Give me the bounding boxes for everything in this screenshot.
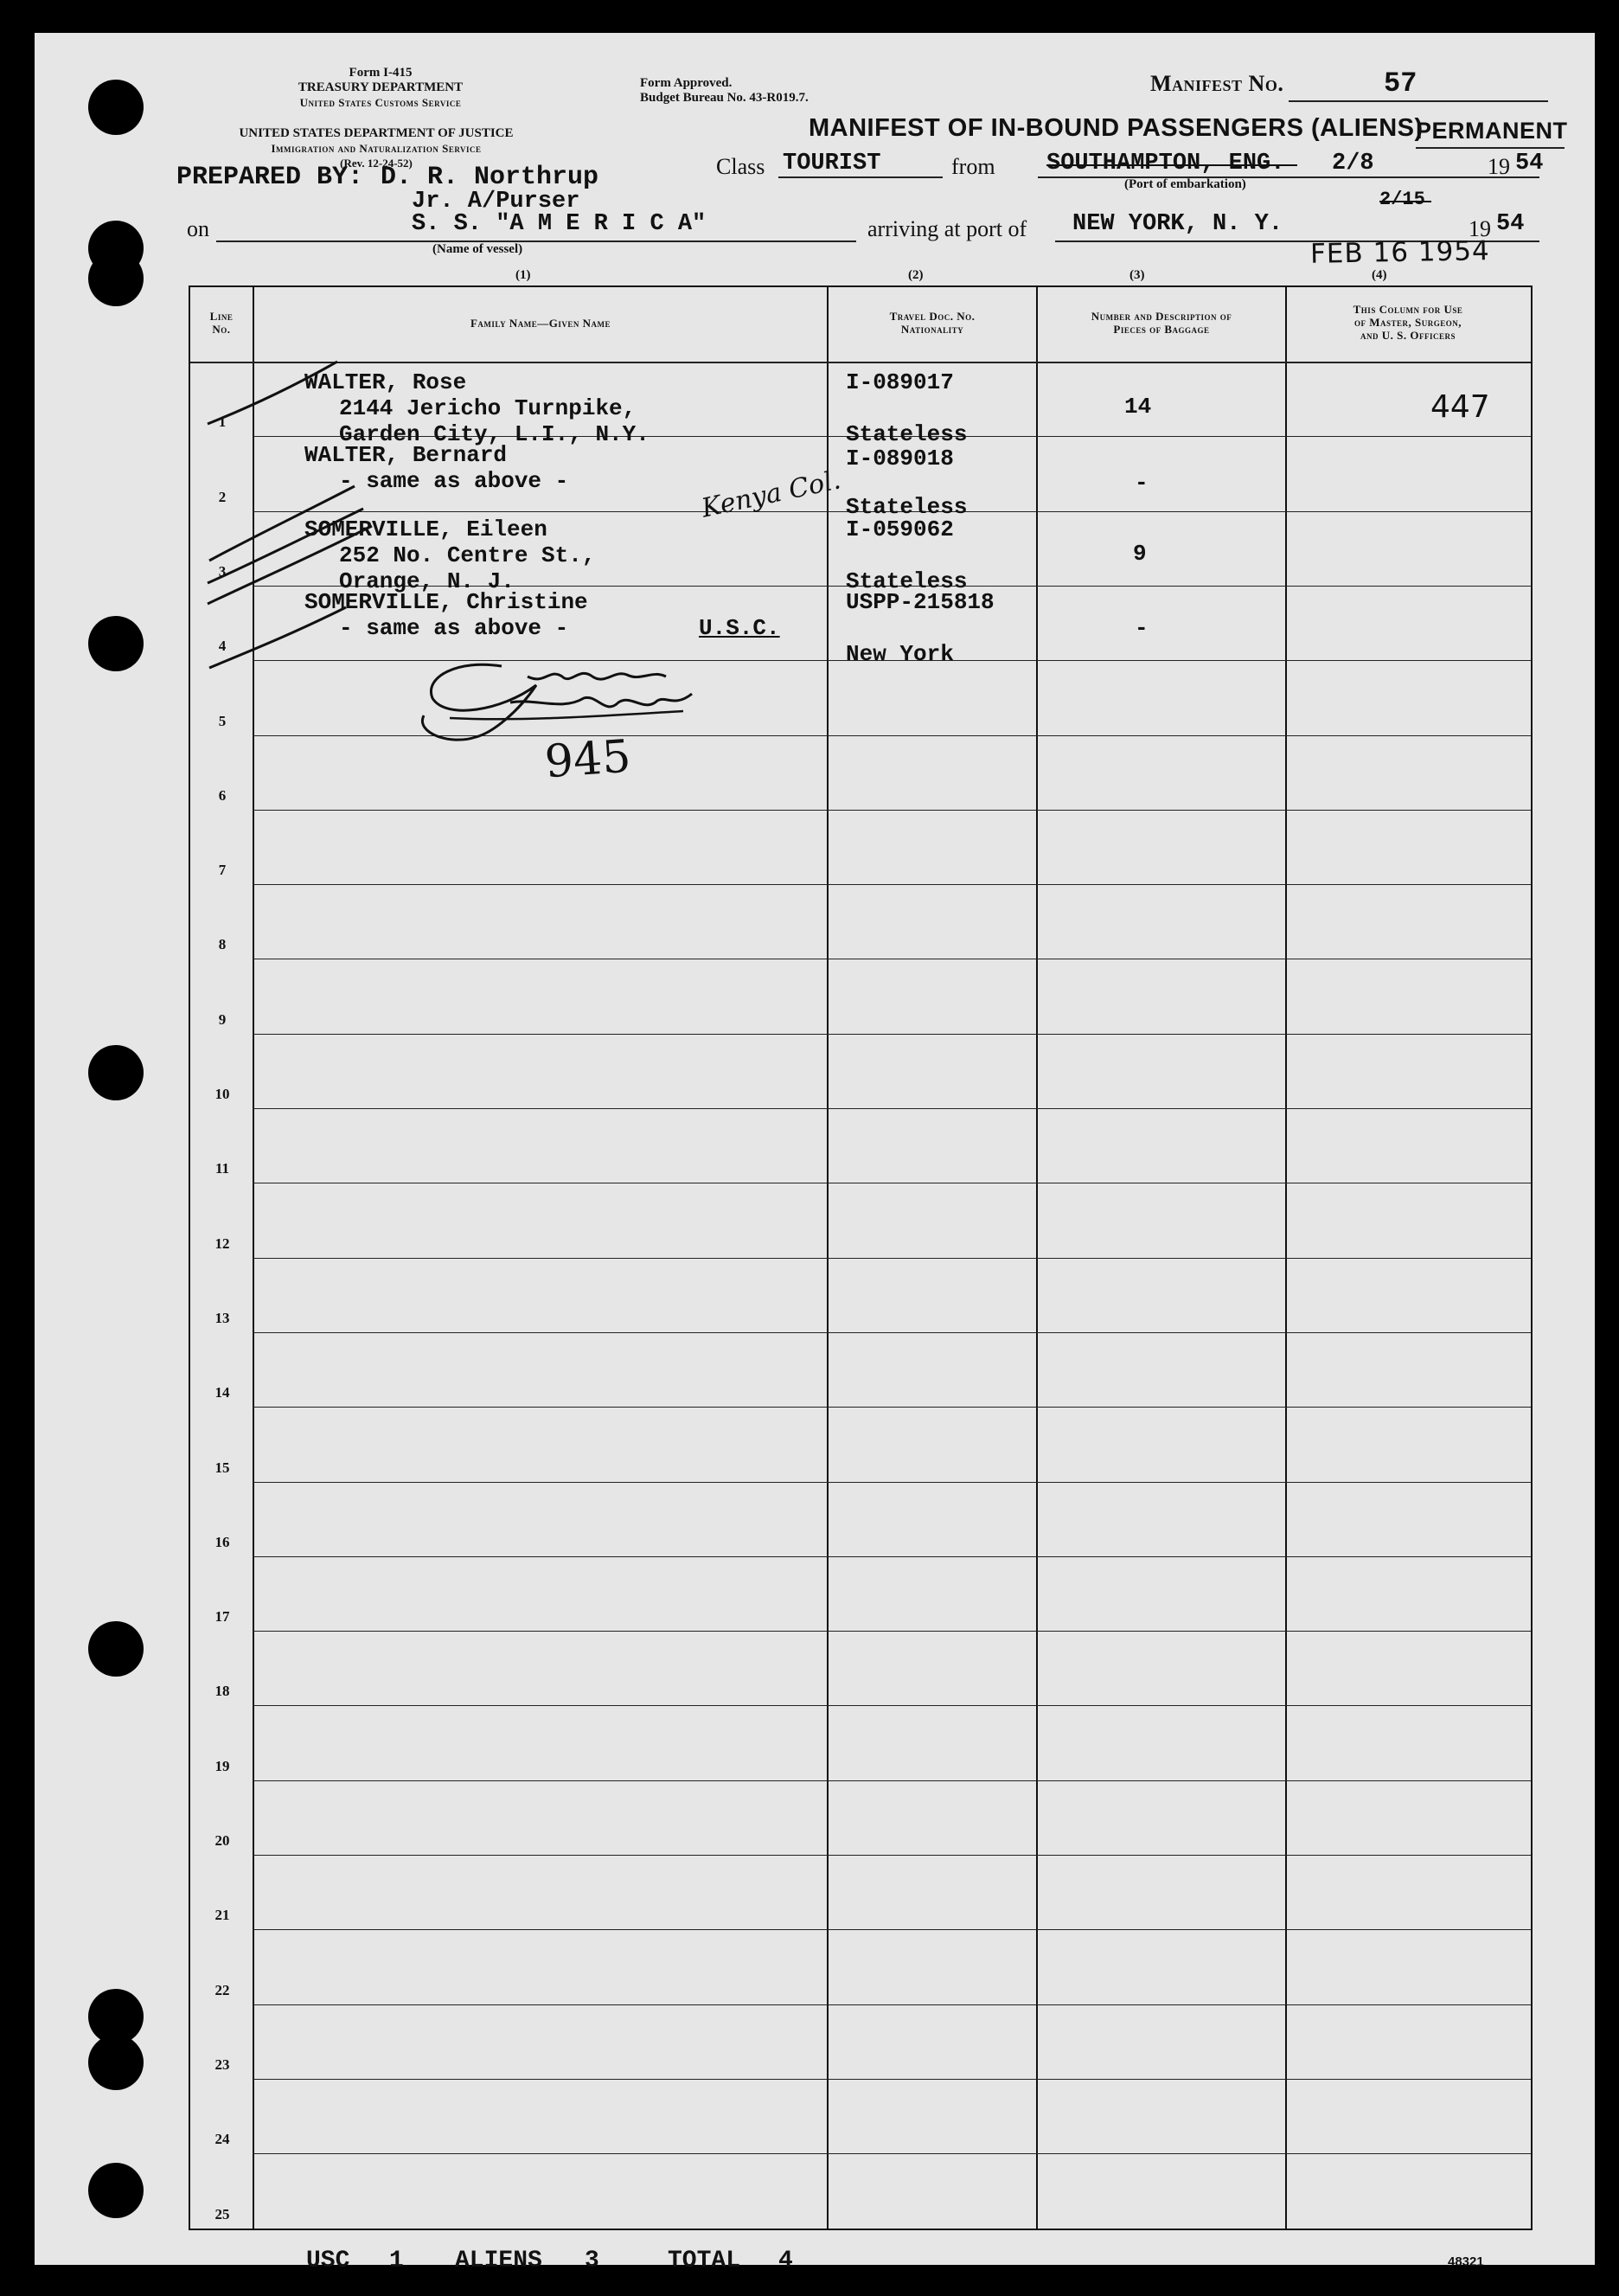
line-number: 20 [214, 1832, 230, 1849]
from-label: from [951, 154, 995, 179]
row-rule [253, 1705, 1531, 1706]
row-rule [253, 2079, 1531, 2080]
date-stamp: FEB 16 1954 [1309, 235, 1491, 270]
line-number: 2 [218, 488, 227, 505]
row-rule [253, 2004, 1531, 2005]
entry-baggage: 14 [1124, 394, 1152, 420]
line-number: 18 [214, 1683, 230, 1700]
on-label: on [187, 216, 209, 241]
row-rule [253, 884, 1531, 885]
embark-port: SOUTHAMPTON, ENG. [1046, 151, 1285, 176]
row-rule [253, 1332, 1531, 1333]
entry-nationality: New York [846, 641, 954, 667]
col-header-officers [1287, 303, 1529, 342]
manifest-no-label: Manifest No. [1150, 71, 1284, 96]
row-rule [253, 1258, 1531, 1259]
form-approved: Form Approved. [640, 76, 733, 90]
footer-total-label: TOTAL [668, 2248, 741, 2274]
line-number: 25 [214, 2205, 230, 2222]
footer-aliens-value: 3 [585, 2248, 599, 2274]
ins-service: Immigration and Naturalization Service [271, 142, 482, 155]
entry-address: Orange, N. J. [339, 568, 515, 594]
col-header-officers-3: and U. S. Officers [1360, 329, 1456, 342]
manifest-title: MANIFEST OF IN-BOUND PASSENGERS (ALIENS) [809, 114, 1424, 142]
line-number: 4 [218, 638, 227, 655]
col-header-baggage-2: Pieces of Baggage [1113, 323, 1210, 336]
entry-name: WALTER, Bernard [304, 442, 508, 468]
embark-port-strike [1046, 164, 1297, 166]
col-header-line-no-1: Line [209, 310, 234, 323]
line-number: 21 [214, 1907, 230, 1924]
col-header-officers-2: of Master, Surgeon, [1353, 316, 1462, 329]
class-label: Class [716, 154, 765, 179]
row-rule [253, 1780, 1531, 1781]
entry-travel-doc: USPP-215818 [846, 589, 995, 615]
permanent-label: PERMANENT [1416, 118, 1568, 144]
col-header-officers-1: This Column for Use [1353, 303, 1463, 316]
line-number: 24 [214, 2131, 230, 2148]
entry-nationality: Stateless [846, 494, 968, 520]
prepared-by-name: D. R. Northrup [381, 163, 599, 192]
line-number: 19 [214, 1757, 230, 1774]
embark-year-suffix: 54 [1515, 151, 1544, 176]
vessel-caption: (Name of vessel) [432, 242, 523, 256]
row-rule [253, 1855, 1531, 1856]
arrival-year-suffix: 54 [1496, 211, 1525, 237]
line-number: 8 [218, 936, 227, 953]
arrival-date-struck: 2/15 [1379, 189, 1425, 210]
form-approved-block [640, 76, 865, 106]
embark-date: 2/8 [1332, 151, 1374, 176]
entry-handwritten-note: Kenya Col. [699, 465, 844, 524]
row-rule [253, 1034, 1531, 1035]
entry-baggage: - [1135, 615, 1149, 641]
line-number: 22 [214, 1981, 230, 1998]
col-header-line-no [190, 310, 253, 336]
justice-department: UNITED STATES DEPARTMENT OF JUSTICE [239, 126, 514, 140]
entry-usc: U.S.C. [699, 615, 780, 641]
binder-hole [88, 616, 144, 671]
line-number: 17 [214, 1608, 230, 1626]
col-header-travel-doc-2: Nationality [900, 323, 964, 336]
col-header-line-no-2: No. [212, 323, 231, 336]
col-num-4: (4) [1372, 268, 1387, 282]
footer-aliens-label: ALIENS [455, 2248, 542, 2274]
arrival-port: NEW YORK, N. Y. [1072, 211, 1283, 237]
entry-address: 2144 Jericho Turnpike, [339, 395, 637, 421]
entry-address: 252 No. Centre St., [339, 542, 596, 568]
inspector-number: 945 [543, 730, 633, 789]
treasury-department: TREASURY DEPARTMENT [298, 80, 464, 94]
revision-date: (Rev. 12-24-52) [340, 157, 413, 170]
footer-usc-value: 1 [389, 2248, 404, 2274]
col-num-3: (3) [1129, 268, 1145, 282]
line-number: 1 [218, 414, 227, 431]
manifest-no-value: 57 [1384, 67, 1417, 99]
class-value: TOURIST [783, 151, 881, 176]
line-number: 10 [214, 1086, 230, 1102]
row-rule [253, 1108, 1531, 1109]
col-num-1: (1) [515, 268, 531, 282]
manifest-no-underline [1289, 100, 1548, 102]
entry-travel-doc: I-089017 [846, 369, 954, 395]
embark-year-prefix: 19 [1488, 154, 1510, 179]
line-number: 14 [214, 1384, 230, 1401]
entry-address: - same as above - [339, 615, 569, 641]
permanent-underline [1416, 147, 1565, 149]
binder-hole [88, 80, 144, 135]
budget-bureau: Budget Bureau No. 43-R019.7. [640, 91, 809, 105]
entry-name: WALTER, Rose [304, 369, 467, 395]
row-rule [253, 810, 1531, 811]
entry-address: - same as above - [339, 468, 569, 494]
footer-total-value: 4 [778, 2248, 793, 2274]
port-embarkation-caption: (Port of embarkation) [1124, 177, 1246, 191]
form-number: Form I-415 [349, 66, 413, 80]
arrival-year-prefix: 19 [1469, 216, 1491, 241]
col-header-travel-doc [829, 310, 1036, 336]
col-header-name: Family Name—Given Name [470, 317, 611, 330]
line-number: 5 [218, 712, 227, 729]
entry-baggage: 9 [1133, 541, 1147, 567]
col-header-travel-doc-1: Travel Doc. No. [889, 310, 976, 323]
line-number: 9 [218, 1010, 227, 1028]
row-rule [253, 2153, 1531, 2154]
line-number: 23 [214, 2055, 230, 2073]
embark-underline [1038, 176, 1539, 178]
vessel-name: S. S. "A M E R I C A" [412, 211, 707, 237]
line-number: 16 [214, 1533, 230, 1550]
footer-usc-label: USC [306, 2248, 350, 2274]
col-header-baggage-1: Number and Description of [1091, 310, 1232, 323]
entry-nationality: Stateless [846, 568, 968, 594]
line-number: 15 [214, 1459, 230, 1476]
entry-officer-note: 447 [1430, 389, 1490, 425]
print-code: 48321 [1448, 2254, 1484, 2269]
passenger-table [189, 285, 1533, 2230]
row-rule [253, 1631, 1531, 1632]
binder-hole [88, 251, 144, 306]
binder-hole [88, 1621, 144, 1677]
line-number: 12 [214, 1235, 230, 1252]
line-number: 13 [214, 1309, 230, 1326]
binder-hole [88, 2163, 144, 2218]
binder-hole [88, 2035, 144, 2090]
entry-name: SOMERVILLE, Christine [304, 589, 588, 615]
customs-service: United States Customs Service [299, 96, 462, 109]
line-number: 11 [214, 1160, 230, 1177]
prepared-by-label: PREPARED BY: [176, 163, 364, 192]
arriving-label: arriving at port of [867, 216, 1027, 241]
entry-address: Garden City, L.I., N.Y. [339, 421, 650, 447]
row-rule [253, 1929, 1531, 1930]
class-underline [778, 176, 943, 178]
line-number: 3 [218, 562, 227, 580]
entry-name: SOMERVILLE, Eileen [304, 516, 547, 542]
line-number: 6 [218, 786, 227, 804]
entry-travel-doc: I-059062 [846, 516, 954, 542]
agency-block [234, 66, 528, 110]
col-num-2: (2) [908, 268, 924, 282]
binder-hole [88, 1045, 144, 1100]
prepared-by-title: Jr. A/Purser [412, 189, 580, 215]
entry-nationality: Stateless [846, 421, 968, 447]
vessel-underline [216, 241, 856, 242]
arrival-date-strike [1379, 201, 1431, 202]
entry-travel-doc: I-089018 [846, 446, 954, 471]
row-rule [253, 1407, 1531, 1408]
col-header-baggage [1038, 310, 1285, 336]
check-marks [190, 356, 398, 702]
row-rule [253, 1482, 1531, 1483]
entry-baggage: - [1135, 470, 1149, 496]
line-number: 7 [218, 862, 227, 879]
row-rule [253, 1556, 1531, 1557]
